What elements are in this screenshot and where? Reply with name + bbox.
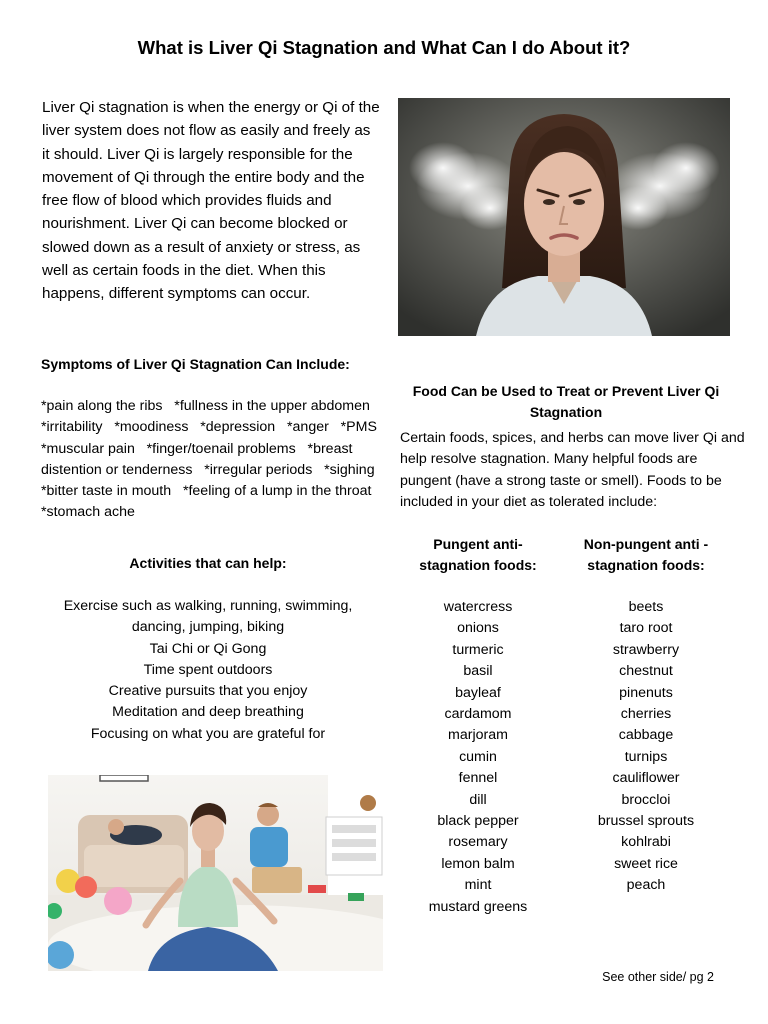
- list-item: turmeric: [452, 641, 504, 658]
- list-item: Exercise such as walking, running, swimming, dancing, jumping, biking: [63, 598, 353, 636]
- pungent-foods-heading: Pungent anti-stagnation foods:: [419, 536, 537, 573]
- list-item: fennel: [458, 770, 498, 787]
- list-item: basil: [463, 663, 493, 680]
- intro-paragraph: Liver Qi stagnation is when the energy or Qi of the liver system does not flow as easily and freely as it should. Liver Qi is largely responsible for the movement of Qi through the entire body and the free flow of blood which provides fluids and nourishment. Liver Qi can become blocked or slowed down as a result of anxiety or stress, as well as certain foods in the diet. When this happens, different symptoms can occur.: [42, 99, 380, 303]
- angry-woman-photo: [398, 98, 730, 336]
- list-item: dill: [469, 791, 487, 808]
- list-item: black pepper: [437, 813, 519, 830]
- list-item: cauliflower: [612, 770, 680, 787]
- list-item: rosemary: [448, 834, 508, 851]
- pungent-foods-list: [408, 597, 548, 918]
- list-item: mint: [464, 877, 492, 894]
- list-item: cardamom: [444, 706, 512, 723]
- list-item: Time spent outdoors: [143, 661, 273, 678]
- non-pungent-foods-list: [568, 597, 724, 897]
- list-item: marjoram: [448, 727, 508, 744]
- meditating-mother-photo: [48, 775, 383, 971]
- list-item: mustard greens: [428, 898, 528, 915]
- activities-list: [40, 596, 376, 745]
- list-item: Tai Chi or Qi Gong: [149, 640, 267, 657]
- list-item: broccloi: [621, 791, 671, 808]
- list-item: onions: [457, 620, 499, 637]
- list-item: turnips: [624, 748, 668, 765]
- list-item: pinenuts: [619, 684, 673, 701]
- list-item: chestnut: [619, 663, 673, 680]
- list-item: peach: [626, 877, 666, 894]
- list-item: cabbage: [618, 727, 674, 744]
- list-item: watercress: [443, 599, 513, 615]
- list-item: cumin: [459, 748, 497, 765]
- list-item: Creative pursuits that you enjoy: [108, 683, 308, 700]
- list-item: Meditation and deep breathing: [112, 704, 304, 721]
- list-item: beets: [628, 599, 664, 615]
- list-item: lemon balm: [441, 855, 515, 872]
- non-pungent-foods-heading: Non-pungent anti - stagnation foods:: [583, 536, 709, 573]
- activities-heading: Activities that can help:: [129, 555, 287, 571]
- list-item: kohlrabi: [621, 834, 671, 851]
- food-intro-paragraph: Certain foods, spices, and herbs can move liver Qi and help resolve stagnation. Many helpful foods are pungent (have a strong taste or smell). Foods to be included in your diet as tolerated include:: [400, 430, 745, 510]
- list-item: sweet rice: [614, 855, 678, 872]
- page-title: What is Liver Qi Stagnation and What Can I do About it?: [137, 37, 631, 58]
- list-item: bayleaf: [455, 684, 501, 701]
- list-item: cherries: [620, 706, 672, 723]
- list-item: taro root: [619, 620, 673, 637]
- list-item: Focusing on what you are grateful for: [90, 725, 326, 742]
- page-footer: See other side/ pg 2: [602, 970, 714, 984]
- symptoms-heading: Symptoms of Liver Qi Stagnation Can Include:: [41, 356, 350, 372]
- list-item: brussel sprouts: [597, 813, 695, 830]
- symptoms-list: *pain along the ribs *fullness in the upper abdomen *irritability *moodiness *depression *anger *PMS *muscular pain *finger/toenail problems *breast distention or tenderness *irregular periods *sighing *bitter taste in mouth *feeling of a lump in the throat *stomach ache: [41, 398, 389, 521]
- food-heading: Food Can be Used to Treat or Prevent Liver Qi Stagnation: [412, 383, 720, 420]
- list-item: strawberry: [612, 641, 680, 658]
